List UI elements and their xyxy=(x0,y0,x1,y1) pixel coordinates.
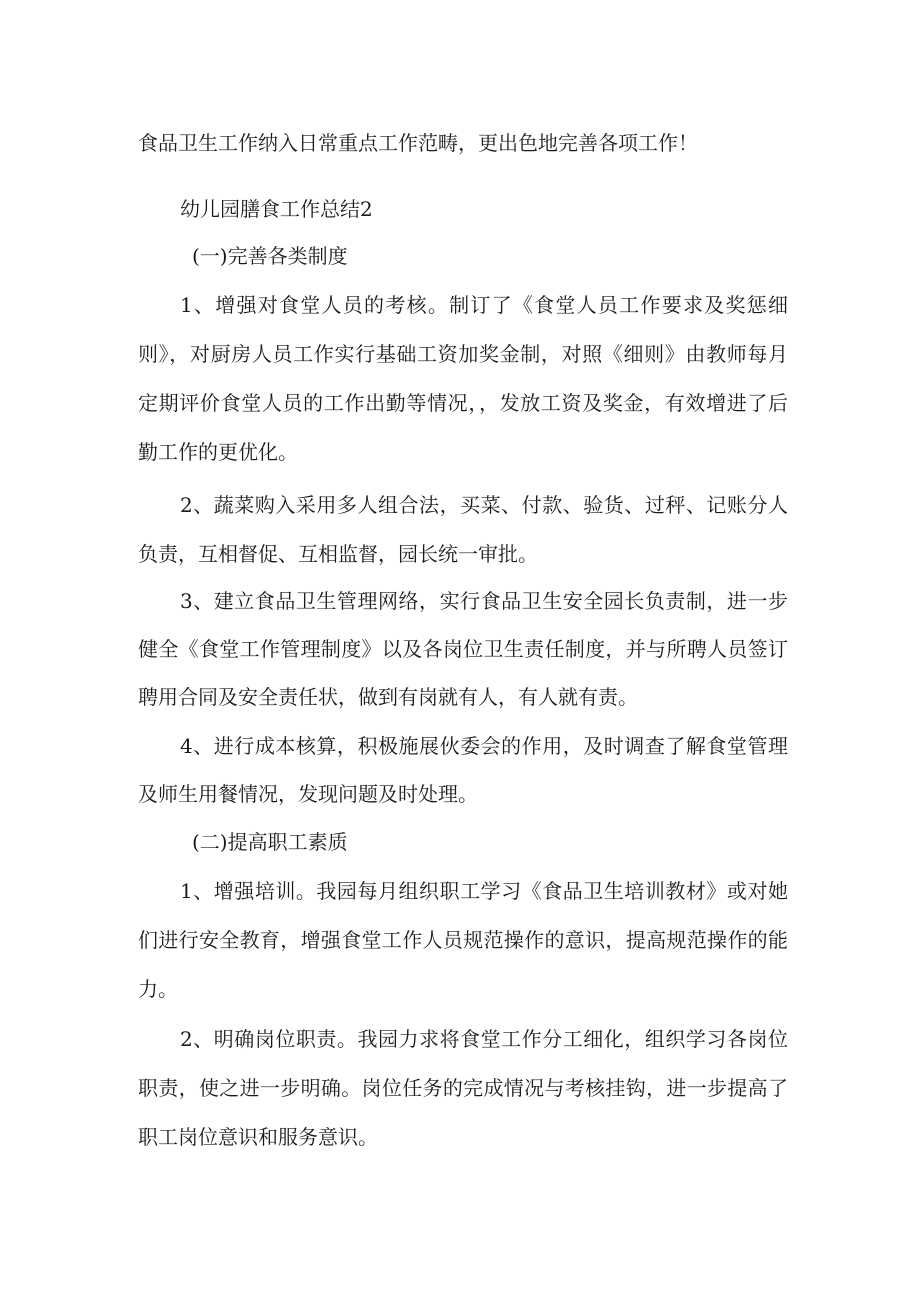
paragraph-line: 1、增强培训。我园每月组织职工学习《食品卫生培训教材》或对她 xyxy=(180,879,788,903)
paragraph-line: 定期评价食堂人员的工作出勤等情况，，发放工资及奖金，有效增进了后 xyxy=(138,391,788,415)
paragraph-line: 2、蔬菜购入采用多人组合法，买菜、付款、验货、过秤、记账分人 xyxy=(180,493,788,517)
paragraph-line: 则》，对厨房人员工作实行基础工资加奖金制，对照《细则》由教师每月 xyxy=(138,342,788,366)
paragraph-line: 负责，互相督促、互相监督，园长统一审批。 xyxy=(138,542,538,566)
paragraph-line: 职责，使之进一步明确。岗位任务的完成情况与考核挂钩，进一步提高了 xyxy=(138,1076,788,1100)
paragraph-line: 力。 xyxy=(138,977,178,1001)
paragraph-line: 勤工作的更优化。 xyxy=(138,440,298,464)
paragraph-line: 健全《食堂工作管理制度》以及各岗位卫生责任制度，并与所聘人员签订 xyxy=(138,637,788,661)
paragraph-line: 们进行安全教育，增强食堂工作人员规范操作的意识，提高规范操作的能 xyxy=(138,928,788,952)
paragraph-line: 3、建立食品卫生管理网络，实行食品卫生安全园长负责制，进一步 xyxy=(180,589,788,613)
paragraph-line: 及师生用餐情况，发现问题及时处理。 xyxy=(138,782,478,806)
paragraph-line: 2、明确岗位职责。我园力求将食堂工作分工细化，组织学习各岗位 xyxy=(180,1027,788,1051)
document-title: 幼儿园膳食工作总结2 xyxy=(180,197,373,221)
paragraph-line: 1、增强对食堂人员的考核。制订了《食堂人员工作要求及奖惩细 xyxy=(180,293,788,317)
section-heading-2: (二)提高职工素质 xyxy=(192,830,348,854)
paragraph-line: 职工岗位意识和服务意识。 xyxy=(138,1125,378,1149)
paragraph-line: 4、进行成本核算，积极施展伙委会的作用，及时调查了解食堂管理 xyxy=(180,734,788,758)
paragraph-line: 聘用合同及安全责任状，做到有岗就有人，有人就有责。 xyxy=(138,685,638,709)
section-heading-1: (一)完善各类制度 xyxy=(192,244,348,268)
intro-line: 食品卫生工作纳入日常重点工作范畴，更出色地完善各项工作！ xyxy=(138,131,698,155)
